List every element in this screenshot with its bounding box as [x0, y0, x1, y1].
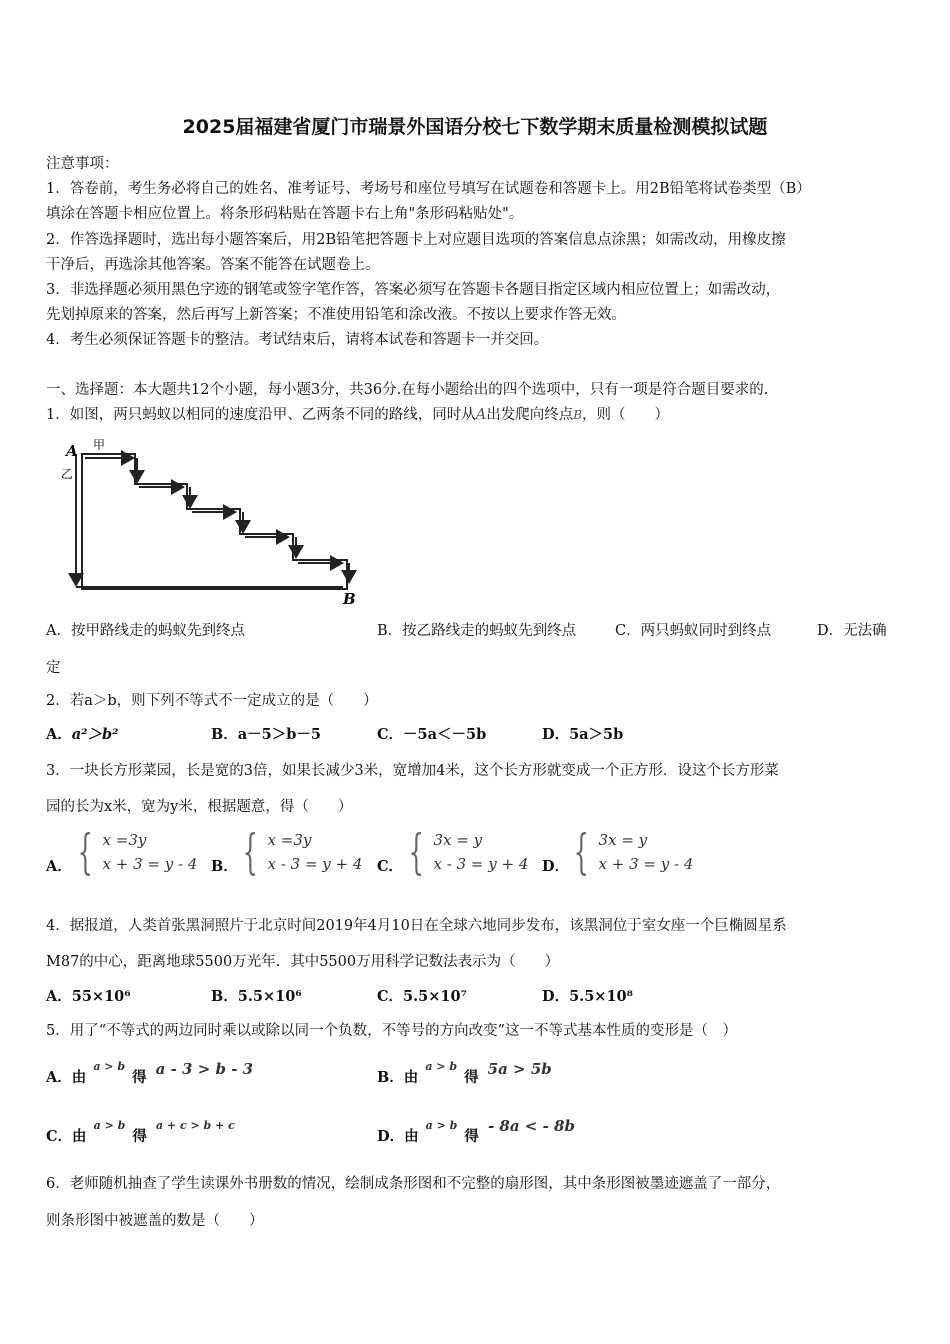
notice-line: 2．作答选择题时，选出每小题答案后，用2B铅笔把答题卡上对应题目选项的答案信息点涂黑；如需改动，用橡皮擦 [46, 232, 786, 248]
q3-option-a-label[interactable]: A． [46, 858, 72, 875]
q1-option-c[interactable]: C．两只蚂蚁同时到终点 [615, 623, 772, 639]
notice-line: 填涂在答题卡相应位置上。将条形码粘贴在答题卡右上角"条形码粘贴处"。 [46, 206, 524, 222]
question-3-line: 园的长为x米，宽为y米，根据题意，得（ ） [46, 799, 353, 815]
figure-label-yi: 乙 [61, 467, 74, 481]
question-1-stem: 1．如图，两只蚂蚁以相同的速度沿甲、乙两条不同的路线，同时从A出发爬向终点B，则（ ） [46, 407, 670, 423]
notice-line: 3．非选择题必须用黑色字迹的钢笔或签字笔作答，答案必须写在答题卡各题目指定区域内相应位置上；如需改动， [46, 282, 781, 298]
q3-option-c-system[interactable]: { 3x = y x - 3 = y + 4 [408, 824, 529, 880]
q3-option-b-label[interactable]: B． [211, 858, 238, 875]
section-heading: 一、选择题：本大题共12个小题，每小题3分，共36分.在每小题给出的四个选项中，只有一项是符合题目要求的. [46, 382, 769, 398]
figure-label-jia: 甲 [93, 438, 106, 452]
q3-option-b-system[interactable]: { x =3y x - 3 = y + 4 [242, 824, 363, 880]
q4-option-a[interactable]: A．55×10⁶ [46, 988, 131, 1005]
q3-option-a-system[interactable]: { x =3y x + 3 = y - 4 [77, 824, 198, 880]
notice-line: 4．考生必须保证答题卡的整洁。考试结束后，请将本试卷和答题卡一并交回。 [46, 332, 549, 348]
q3-option-d-label[interactable]: D． [542, 858, 570, 875]
q4-option-c[interactable]: C．5.5×10⁷ [377, 988, 467, 1005]
question-4-line: M87的中心，距离地球5500万光年．其中5500万用科学记数法表示为（ ） [46, 954, 560, 970]
q1-option-d[interactable]: D．无法确 [817, 623, 887, 639]
page-title: 2025届福建省厦门市瑞景外国语分校七下数学期末质量检测模拟试题 [182, 116, 768, 138]
question-6-line: 6．老师随机抽查了学生读课外书册数的情况，绘制成条形图和不完整的扇形图，其中条形图被墨迹遮盖了一部分， [46, 1176, 781, 1192]
q5-option-a[interactable]: A．由 $^{a > b}$ 得 a - 3 > b - 3 [46, 1060, 254, 1086]
q4-option-b[interactable]: B．5.5×10⁶ [211, 988, 302, 1005]
q1-option-b[interactable]: B．按乙路线走的蚂蚁先到终点 [377, 623, 577, 639]
question-2-stem: 2．若a＞b，则下列不等式不一定成立的是（ ） [46, 693, 378, 709]
staircase-figure [55, 432, 365, 612]
figure-label-a: A [66, 442, 78, 460]
notice-heading: 注意事项： [46, 156, 119, 172]
q2-option-a[interactable]: A．a²＞b² [46, 726, 119, 743]
question-5-stem: 5．用了“不等式的两边同时乘以或除以同一个负数，不等号的方向改变”这一不等式基本性质的变形是（ ） [46, 1023, 738, 1039]
figure-label-b: B [343, 590, 356, 608]
question-4-line: 4．据报道，人类首张黑洞照片于北京时间2019年4月10日在全球六地同步发布，该黑洞位于室女座一个巨椭圆星系 [46, 918, 787, 934]
q2-option-d[interactable]: D．5a＞5b [542, 726, 624, 743]
notice-line: 干净后，再选涂其他答案。答案不能答在试题卷上。 [46, 257, 380, 273]
q4-option-d[interactable]: D．5.5×10⁸ [542, 988, 633, 1005]
q1-option-a[interactable]: A．按甲路线走的蚂蚁先到终点 [46, 623, 245, 639]
notice-line: 1．答卷前，考生务必将自己的姓名、准考证号、考场号和座位号填写在试题卷和答题卡上。用2B铅笔将试卷类型（B） [46, 181, 811, 197]
q1-option-d-continued: 定 [46, 660, 61, 676]
q5-option-b[interactable]: B．由 $^{a > b}$ 得 5a > 5b [377, 1060, 552, 1086]
q5-option-c[interactable]: C．由 $^{a > b}$ 得 $^{a + c > b + c}$ [46, 1119, 235, 1145]
q2-option-c[interactable]: C．－5a＜－5b [377, 726, 487, 743]
question-6-line: 则条形图中被遮盖的数是（ ） [46, 1213, 264, 1229]
q3-option-c-label[interactable]: C． [377, 858, 404, 875]
notice-line: 先划掉原来的答案，然后再写上新答案；不准使用铅笔和涂改液。不按以上要求作答无效。 [46, 307, 626, 323]
q3-option-d-system[interactable]: { 3x = y x + 3 = y - 4 [573, 824, 694, 880]
q5-option-d[interactable]: D．由 $^{a > b}$ 得 - 8a < - 8b [377, 1117, 575, 1145]
q2-option-b[interactable]: B．a－5＞b－5 [211, 726, 321, 743]
question-3-line: 3．一块长方形菜园，长是宽的3倍，如果长减少3米，宽增加4米，这个长方形就变成一个正方形．设这个长方形菜 [46, 763, 779, 779]
